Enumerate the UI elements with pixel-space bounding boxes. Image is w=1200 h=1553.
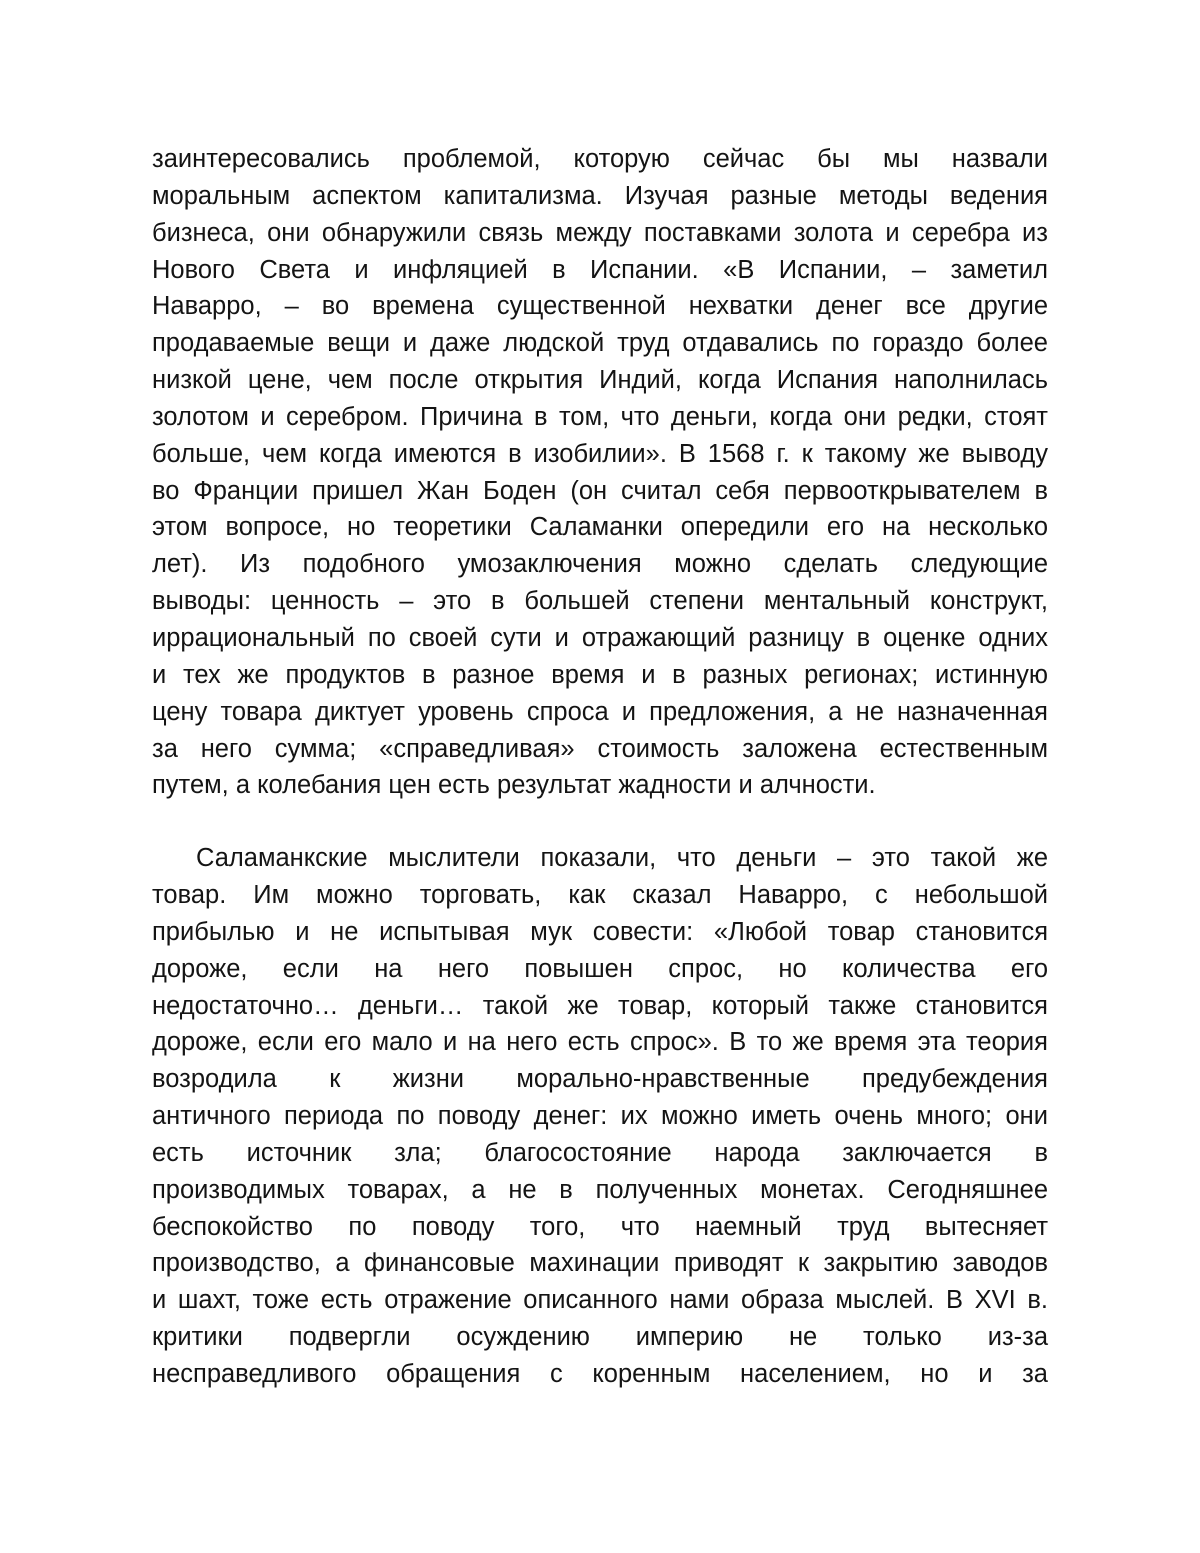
text-line: этом вопросе, но теоретики Саламанки опередили его на несколько xyxy=(152,513,1048,542)
text-line: беспокойство по поводу того, что наемный труд вытесняет xyxy=(152,1212,1048,1241)
text-line: низкой цене, чем после открытия Индий, когда Испания наполнилась xyxy=(152,366,1048,395)
text-line: производимых товарах, а не в полученных монетах. Сегодняшнее xyxy=(152,1175,1048,1204)
text-line: выводы: ценность – это в большей степени ментальный конструкт, xyxy=(152,587,1048,616)
text-line: золотом и серебром. Причина в том, что деньги, когда они редки, стоят xyxy=(152,402,1048,431)
paragraph-2 xyxy=(152,840,1048,1393)
text-line: недостаточно… деньги… такой же товар, который также становится xyxy=(152,991,1048,1020)
text-line: путем, а колебания цен есть результат жадности и алчности. xyxy=(152,771,876,800)
text-line: античного периода по поводу денег: их можно иметь очень много; они xyxy=(152,1102,1048,1131)
text-line: лет). Из подобного умозаключения можно сделать следующие xyxy=(152,550,1048,579)
text-line: Наварро, – во времена существенной нехватки денег все другие xyxy=(152,292,1048,321)
text-line: дороже, если его мало и на него есть спрос». В то же время эта теория xyxy=(152,1028,1048,1057)
text-line: продаваемые вещи и даже людской труд отдавались по гораздо более xyxy=(152,329,1048,358)
text-line: дороже, если на него повышен спрос, но количества его xyxy=(152,954,1048,983)
text-line: критики подвергли осуждению империю не только из-за xyxy=(152,1323,1048,1352)
text-line: Нового Света и инфляцией в Испании. «В Испании, – заметил xyxy=(152,255,1048,284)
text-line: во Франции пришел Жан Боден (он считал себя первооткрывателем в xyxy=(152,476,1048,505)
text-line: Саламанкские мыслители показали, что деньги – это такой же xyxy=(196,844,1048,873)
text-line: есть источник зла; благосостояние народа заключается в xyxy=(152,1138,1048,1167)
text-line: бизнеса, они обнаружили связь между поставками золота и серебра из xyxy=(152,218,1048,247)
text-line: производство, а финансовые махинации приводят к закрытию заводов xyxy=(152,1249,1048,1278)
text-line: больше, чем когда имеются в изобилии». В 1568 г. к такому же выводу xyxy=(152,439,1048,468)
paragraph-1 xyxy=(152,141,1048,804)
text-line: цену товара диктует уровень спроса и предложения, а не назначенная xyxy=(152,697,1048,726)
text-line: иррациональный по своей сути и отражающий разницу в оценке одних xyxy=(152,623,1048,652)
text-line: товар. Им можно торговать, как сказал Наварро, с небольшой xyxy=(152,881,1048,910)
paragraph-spacer xyxy=(152,804,1048,840)
text-line: и шахт, тоже есть отражение описанного нами образа мыслей. В XVI в. xyxy=(152,1286,1048,1315)
text-line: моральным аспектом капитализма. Изучая разные методы ведения xyxy=(152,181,1048,210)
text-line: заинтересовались проблемой, которую сейчас бы мы назвали xyxy=(152,145,1048,173)
document-page xyxy=(152,141,1048,1393)
text-line: возродила к жизни морально-нравственные предубеждения xyxy=(152,1065,1048,1094)
text-line: прибылью и не испытывая мук совести: «Любой товар становится xyxy=(152,917,1048,946)
text-line: и тех же продуктов в разное время и в разных регионах; истинную xyxy=(152,660,1048,689)
text-line: несправедливого обращения с коренным населением, но и за xyxy=(152,1360,1048,1388)
text-line: за него сумма; «справедливая» стоимость заложена естественным xyxy=(152,734,1048,763)
